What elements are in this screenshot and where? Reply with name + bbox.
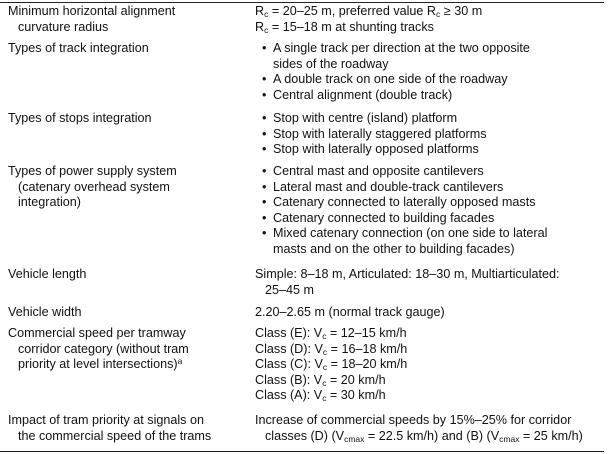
value-line: classes (D) ($V_{cmax} = 22.5$ km/h) and (B) ($V_{cmax} = 25$ km/h) <box>265 428 583 444</box>
list-item: • A double track on one side of the roadway <box>255 72 604 88</box>
list-item: • Stop with laterally staggered platforms <box>255 127 604 143</box>
table-bottom-rule <box>0 451 604 452</box>
list-item: • Catenary connected to laterally opposed masts <box>255 195 604 211</box>
value-line: Class (A): $V_c = 30$ km/h <box>255 388 386 404</box>
row-value <box>255 326 604 404</box>
row-label: Types of stops integration <box>8 111 152 125</box>
row-value <box>255 4 604 35</box>
value-line: Class (C): $V_c = 18-20$ km/h <box>255 357 408 373</box>
table-top-rule <box>0 2 604 3</box>
row-label: Vehicle length <box>8 267 87 281</box>
row-value <box>255 41 604 103</box>
row-label: Vehicle width <box>8 305 82 319</box>
value-line: 25–45 m <box>265 282 315 297</box>
value-line: Class (D): $V_c = 16-18$ km/h <box>255 341 408 357</box>
value-line: Increase of commercial speeds by 15%–25% for corridor <box>255 413 572 427</box>
row-label: Commercial speed per tramway corridor category (without tram priority at level intersections)$^a$ <box>8 326 189 372</box>
list-item: • Catenary connected to building facades <box>255 211 604 227</box>
value-line: Simple: 8–18 m, Articulated: 18–30 m, Multiarticulated: <box>255 267 560 281</box>
footnote-marker: a <box>177 356 183 367</box>
value-line: Class (B): $V_c = 20$ km/h <box>255 372 386 388</box>
value-line: $R_c = 15-18$ m at shunting tracks <box>255 19 434 35</box>
row-label: Minimum horizontal alignment curvature radius <box>8 4 176 34</box>
list-item: • Lateral mast and double-track cantilevers <box>255 180 604 196</box>
list-item: • Central mast and opposite cantilevers <box>255 164 604 180</box>
row-value <box>255 111 604 158</box>
row-label: Impact of tram priority at signals on the commercial speed of the trams <box>8 413 212 443</box>
row-value <box>255 413 604 444</box>
value-line: $R_c = 20-25$ m, preferred value $R_c \ge 30$ m <box>255 4 483 19</box>
row-value <box>255 305 604 321</box>
value-line: 2.20–2.65 m (normal track gauge) <box>255 305 445 319</box>
list-item: • A single track per direction at the two opposite sides of the roadway <box>255 41 604 72</box>
list-item: • Mixed catenary connection (on one side to lateral masts and on the other to building facades) <box>255 226 604 257</box>
list-item: • Stop with centre (island) platform <box>255 111 604 127</box>
row-label: Types of power supply system (catenary overhead system integration) <box>8 164 177 210</box>
list-item: • Central alignment (double track) <box>255 88 604 104</box>
value-line: Class (E): $V_c = 12-15$ km/h <box>255 326 407 341</box>
list-item: • Stop with laterally opposed platforms <box>255 142 604 158</box>
row-value <box>255 164 604 258</box>
row-value <box>255 267 604 298</box>
row-label: Types of track integration <box>8 41 149 55</box>
